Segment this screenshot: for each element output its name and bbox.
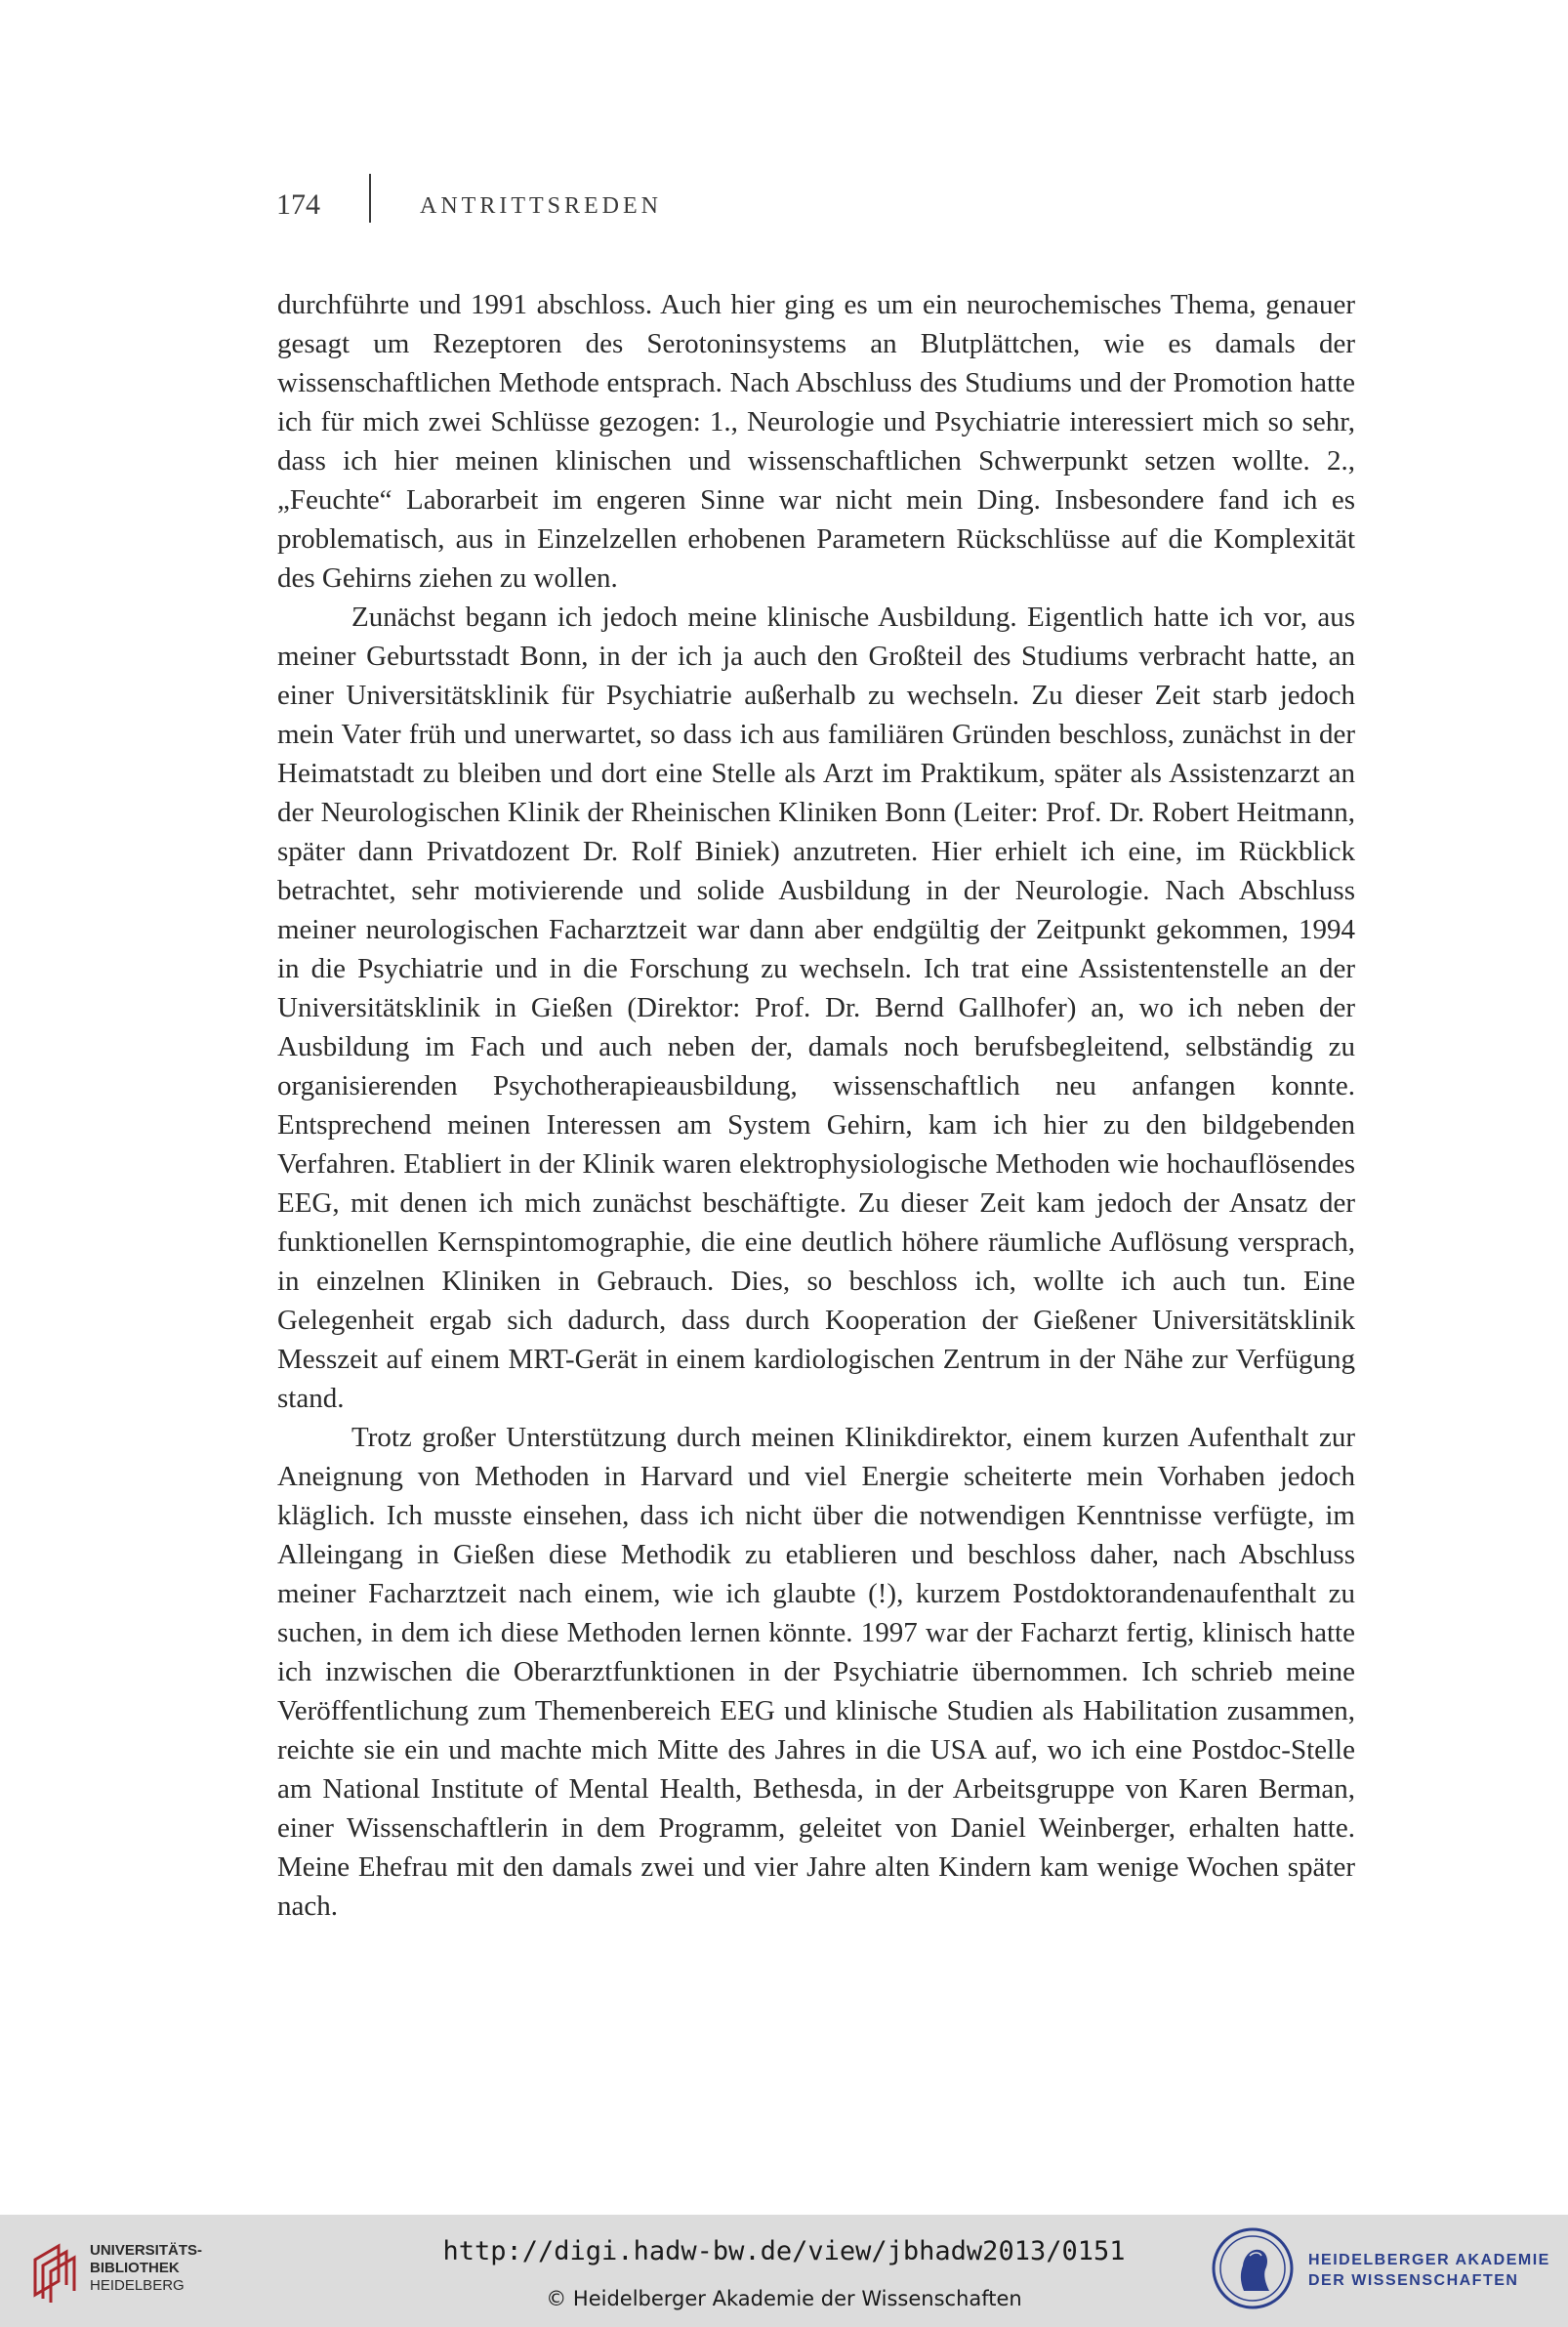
body-text [277,285,1355,1926]
footer-copyright: © Heidelberger Akademie der Wissenschaften [546,2287,1022,2310]
footer-url-link[interactable]: http://digi.hadw-bw.de/view/jbhadw2013/0151 [442,2236,1126,2266]
academy-logo-line: HEIDELBERGER AKADEMIE [1308,2252,1550,2268]
header-divider [369,174,371,223]
page-number: 174 [276,188,320,221]
paragraph: Trotz großer Unterstützung durch meinen Klinikdirektor, einem kurzen Aufenthalt zur Aneignung von Methoden in Harvard und viel Energie scheiterte mein Vorhaben jedoch kläglich. Ich musste einsehen, dass ich nicht über die notwendigen Kenntnisse verfügte, im Alleingang in Gießen diese Methodik zu etablieren und beschloss daher, nach Abschluss meiner Facharztzeit nach einem, wie ich glaubte (!), kurzem Postdoktorandenaufenthalt zu suchen, in dem ich diese Methoden lernen könnte. 1997 war der Facharzt fertig, klinisch hatte ich inzwischen die Oberarztfunktionen in der Psychiatrie übernommen. Ich schrieb meine Veröffentlichung zum Themenbereich EEG und klinische Studien als Habilitation zusammen, reichte sie ein und machte mich Mitte des Jahres in die USA auf, wo ich eine Postdoc-Stelle am National Institute of Mental Health, Bethesda, in der Arbeitsgruppe von Karen Berman, einer Wissenschaftlerin in dem Programm, geleitet von Daniel Weinberger, erhalten hatte. Meine Ehefrau mit den damals zwei und vier Jahre alten Kindern kam wenige Wochen später nach. [277,1422,1355,1922]
academy-logo-line: DER WISSENSCHAFTEN [1308,2272,1519,2289]
library-logo-line: UNIVERSITÄTS- [90,2242,203,2259]
academy-seal-icon [1211,2226,1295,2310]
academy-logo-text [1308,2250,1550,2291]
library-logo-line: BIBLIOTHEK [90,2260,180,2276]
library-logo-line: HEIDELBERG [90,2277,185,2294]
paragraph: Zunächst begann ich jedoch meine klinische Ausbildung. Eigentlich hatte ich vor, aus meiner Geburtsstadt Bonn, in der ich ja auch den Großteil des Studiums verbracht hatte, an einer Universitätsklinik für Psychiatrie außerhalb zu wechseln. Zu dieser Zeit starb jedoch mein Vater früh und unerwartet, so dass ich aus familiären Gründen beschloss, zunächst in der Heimatstadt zu bleiben und dort eine Stelle als Arzt im Praktikum, später als Assistenzarzt an der Neurologischen Klinik der Rheinischen Kliniken Bonn (Leiter: Prof. Dr. Robert Heitmann, später dann Privatdozent Dr. Rolf Biniek) anzutreten. Hier erhielt ich eine, im Rückblick betrachtet, sehr motivierende und solide Ausbildung in der Neurologie. Nach Abschluss meiner neurologischen Facharztzeit war dann aber endgültig der Zeitpunkt gekommen, 1994 in die Psychiatrie und in die Forschung zu wechseln. Ich trat eine Assistentenstelle an der Universitätsklinik in Gießen (Direktor: Prof. Dr. Bernd Gallhofer) an, wo ich neben der Ausbildung im Fach und auch neben der, damals noch berufsbegleitend, selbständig zu organisierenden Psychotherapieausbildung, wissenschaftlich neu anfangen konnte. Entsprechend meinen Interessen am System Gehirn, kam ich hier zu den bildgebenden Verfahren. Etabliert in der Klinik waren elektrophysiologische Methoden wie hochauflösendes EEG, mit denen ich mich zunächst beschäftigte. Zu dieser Zeit kam jedoch der Ansatz der funktionellen Kernspintomographie, die eine deutlich höhere räumliche Auflösung versprach, in einzelnen Kliniken in Gebrauch. Dies, so beschloss ich, wollte ich auch tun. Eine Gelegenheit ergab sich dadurch, dass durch Kooperation der Gießener Universitätsklinik Messzeit auf einem MRT-Gerät in einem kardiologischen Zentrum in der Nähe zur Verfügung stand. [277,602,1355,1414]
academy-logo[interactable] [1211,2226,1562,2314]
paragraph: durchführte und 1991 abschloss. Auch hier ging es um ein neurochemisches Thema, genauer gesagt um Rezeptoren des Serotoninsystems an Blutplättchen, wie es damals der wissenschaftlichen Methode entsprach. Nach Abschluss des Studiums und der Promotion hatte ich für mich zwei Schlüsse gezogen: 1., Neurologie und Psychiatrie interessiert mich so sehr, dass ich hier meinen klinischen und wissenschaftlichen Schwerpunkt setzen wollte. 2., „Feuchte“ Laborarbeit im engeren Sinne war nicht mein Ding. Insbesondere fand ich es problematisch, aus in Einzelzellen erhobenen Parametern Rückschlüsse auf die Komplexität des Gehirns ziehen zu wollen. [277,289,1355,594]
running-head: ANTRITTSREDEN [420,193,662,219]
